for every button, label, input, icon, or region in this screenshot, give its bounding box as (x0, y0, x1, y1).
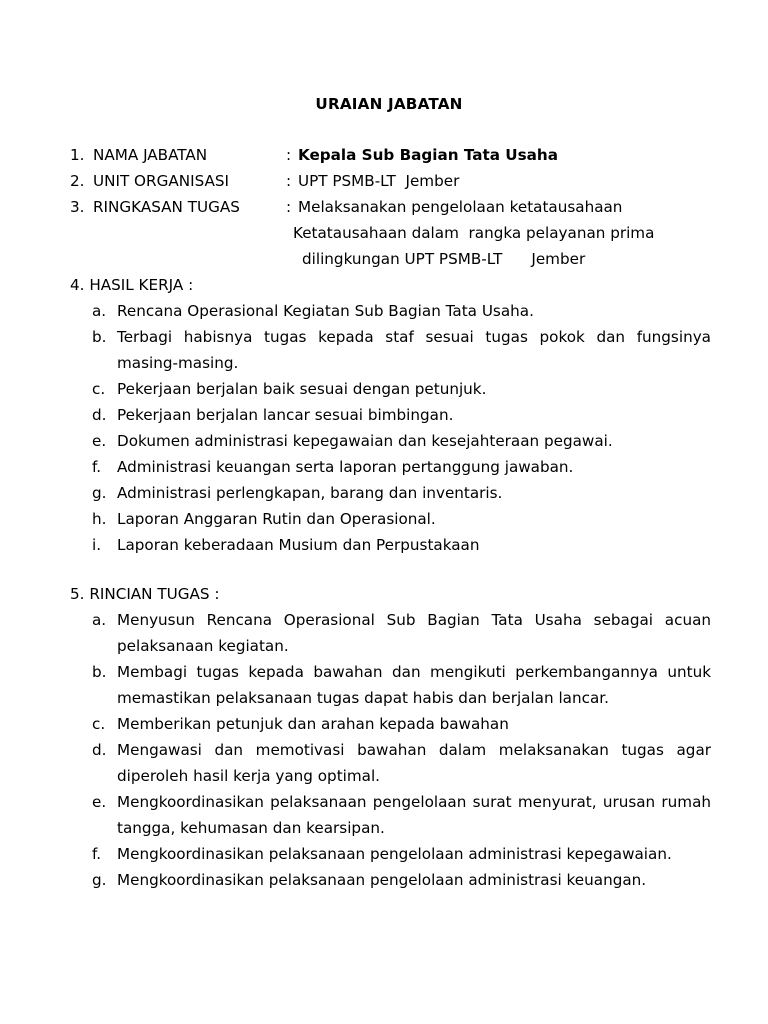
list-item-continuation: masing-masing. (117, 354, 239, 372)
list-item-text: Pekerjaan berjalan baik sesuai dengan petunjuk. (117, 380, 487, 398)
list-item-letter: g. (92, 871, 107, 889)
list-item-letter: a. (92, 302, 107, 320)
section-heading-rincian-tugas: 5. RINCIAN TUGAS : (70, 585, 220, 603)
list-item-text: Dokumen administrasi kepegawaian dan kesejahteraan pegawai. (117, 432, 613, 450)
field-value: Kepala Sub Bagian Tata Usaha (298, 146, 558, 164)
list-item-text: Rencana Operasional Kegiatan Sub Bagian Tata Usaha. (117, 302, 534, 320)
list-item-letter: a. (92, 611, 107, 629)
list-item-text: Memberikan petunjuk dan arahan kepada bawahan (117, 715, 509, 733)
list-item-text: Laporan Anggaran Rutin dan Operasional. (117, 510, 436, 528)
list-item-letter: h. (92, 510, 107, 528)
list-item-letter: e. (92, 432, 107, 450)
field-label: NAMA JABATAN (93, 146, 208, 164)
list-item-text: Mengawasi dan memotivasi bawahan dalam melaksanakan tugas agar (117, 741, 711, 759)
list-item-continuation: tangga, kehumasan dan kearsipan. (117, 819, 385, 837)
field-number: 2. (70, 172, 85, 190)
list-item-continuation: pelaksanaan kegiatan. (117, 637, 289, 655)
list-item-text: Pekerjaan berjalan lancar sesuai bimbingan. (117, 406, 454, 424)
list-item-text: Laporan keberadaan Musium dan Perpustakaan (117, 536, 480, 554)
field-colon: : (286, 172, 292, 190)
document-title: URAIAN JABATAN (315, 95, 463, 113)
field-row-ringkasan-tugas (0, 198, 768, 216)
field-row-unit-organisasi (0, 172, 768, 190)
field-value: Melaksanakan pengelolaan ketatausahaan (298, 198, 623, 216)
list-item-continuation: memastikan pelaksanaan tugas dapat habis dan berjalan lancar. (117, 689, 609, 707)
field-label: UNIT ORGANISASI (93, 172, 229, 190)
list-item-letter: c. (92, 380, 106, 398)
list-item-letter: d. (92, 406, 107, 424)
list-item-text: Administrasi perlengkapan, barang dan inventaris. (117, 484, 503, 502)
list-item-letter: d. (92, 741, 107, 759)
list-item-letter: c. (92, 715, 106, 733)
list-item-text: Mengkoordinasikan pelaksanaan pengelolaan administrasi kepegawaian. (117, 845, 672, 863)
field-colon: : (286, 146, 292, 164)
list-item-text: Mengkoordinasikan pelaksanaan pengelolaan administrasi keuangan. (117, 871, 647, 889)
section-heading-hasil-kerja: 4. HASIL KERJA : (70, 276, 194, 294)
field-label: RINGKASAN TUGAS (93, 198, 240, 216)
list-item-text: Membagi tugas kepada bawahan dan mengikuti perkembangannya untuk (117, 663, 711, 681)
list-item-letter: f. (92, 458, 102, 476)
list-item-letter: g. (92, 484, 107, 502)
field-number: 3. (70, 198, 85, 216)
summary-continuation-line: Ketatausahaan dalam rangka pelayanan prima (293, 224, 655, 242)
field-number: 1. (70, 146, 85, 164)
field-value: UPT PSMB-LT Jember (298, 172, 460, 190)
list-item-text: Administrasi keuangan serta laporan pertanggung jawaban. (117, 458, 574, 476)
list-item-letter: f. (92, 845, 102, 863)
list-item-text: Mengkoordinasikan pelaksanaan pengelolaan surat menyurat, urusan rumah (117, 793, 711, 811)
field-row-nama-jabatan (0, 146, 768, 164)
list-item-letter: b. (92, 663, 107, 681)
summary-continuation-line: dilingkungan UPT PSMB-LT Jember (302, 250, 586, 268)
list-item-text: Terbagi habisnya tugas kepada staf sesuai tugas pokok dan fungsinya (117, 328, 711, 346)
list-item-letter: i. (92, 536, 102, 554)
list-item-text: Menyusun Rencana Operasional Sub Bagian Tata Usaha sebagai acuan (117, 611, 711, 629)
list-item-letter: e. (92, 793, 107, 811)
field-colon: : (286, 198, 292, 216)
list-item-letter: b. (92, 328, 107, 346)
list-item-continuation: diperoleh hasil kerja yang optimal. (117, 767, 381, 785)
